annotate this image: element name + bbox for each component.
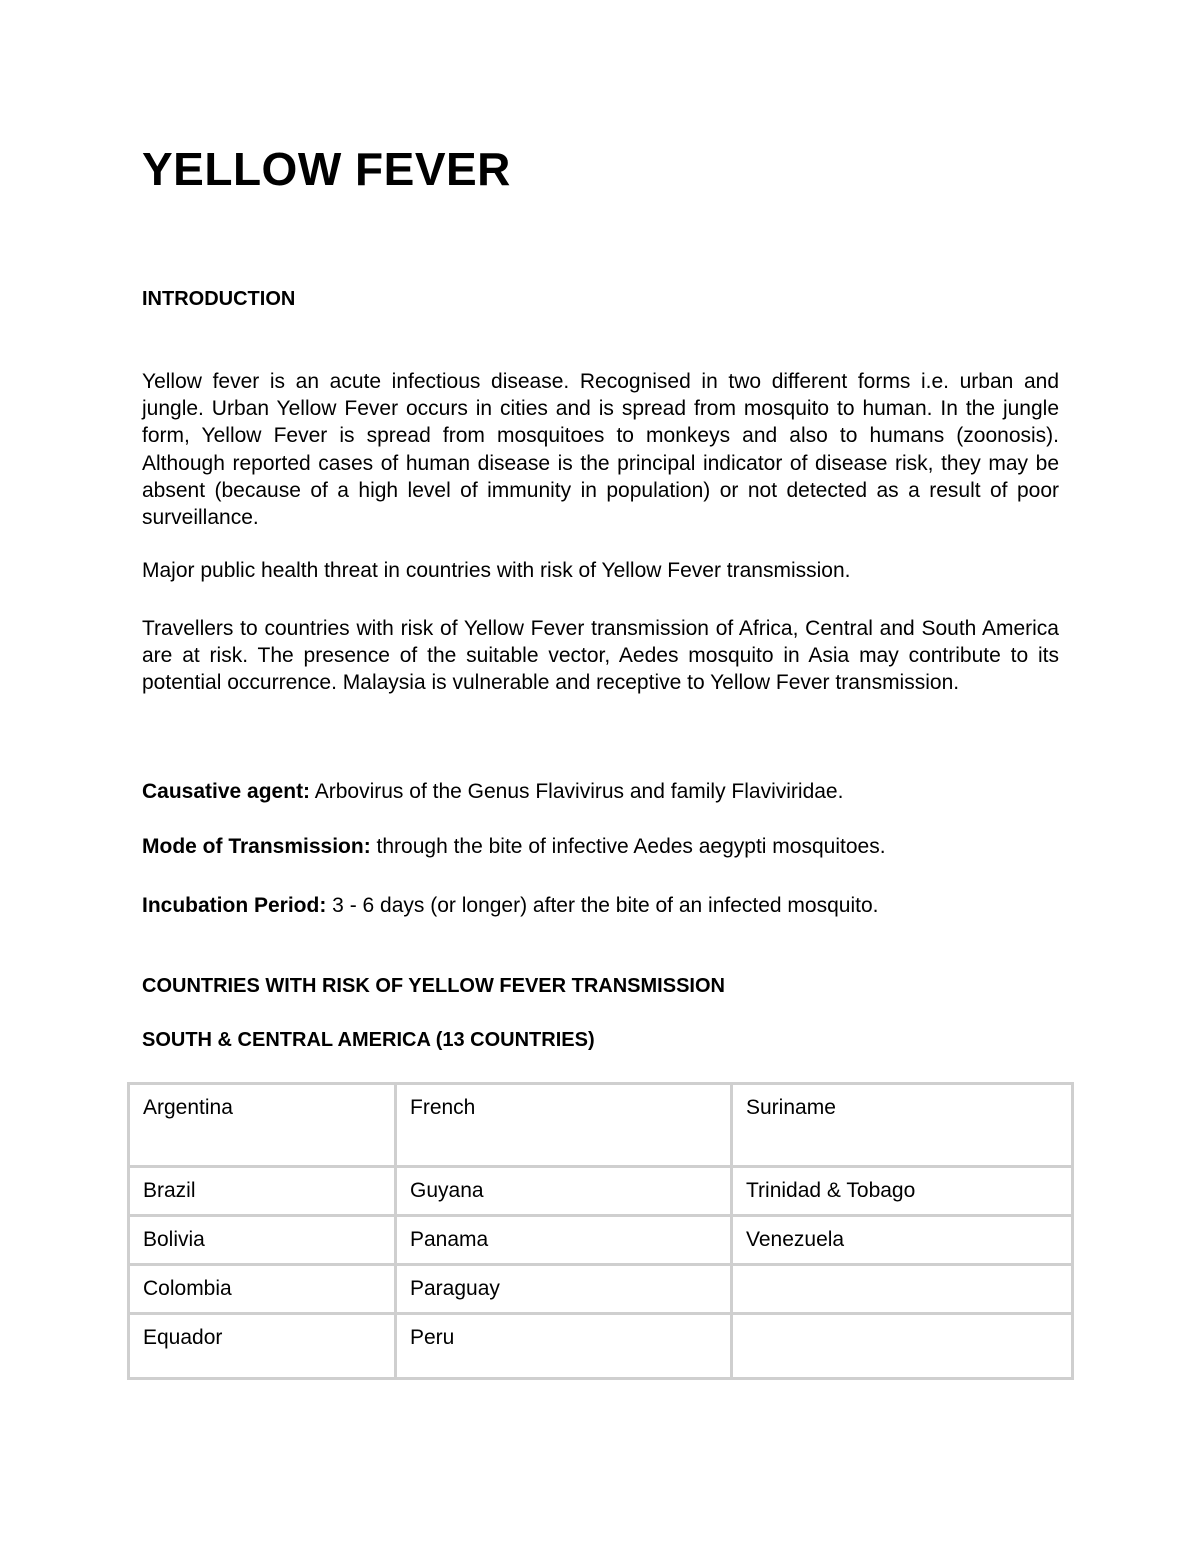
table-cell bbox=[732, 1314, 1073, 1379]
table-cell: Equador bbox=[129, 1314, 396, 1379]
table-cell: French bbox=[396, 1084, 732, 1167]
table-row bbox=[129, 1167, 1073, 1216]
fact-label: Mode of Transmission: bbox=[142, 835, 371, 858]
table-cell: Argentina bbox=[129, 1084, 396, 1167]
fact-text: through the bite of infective Aedes aegypti mosquitoes. bbox=[370, 835, 886, 858]
fact-causative-agent bbox=[142, 778, 843, 805]
table-cell: Peru bbox=[396, 1314, 732, 1379]
table-cell: Colombia bbox=[129, 1265, 396, 1314]
region-heading: SOUTH & CENTRAL AMERICA (13 COUNTRIES) bbox=[142, 1029, 595, 1051]
intro-paragraph-2: Major public health threat in countries with risk of Yellow Fever transmission. bbox=[142, 559, 851, 582]
table-row bbox=[129, 1216, 1073, 1265]
introduction-heading: INTRODUCTION bbox=[142, 288, 296, 310]
table-cell: Venezuela bbox=[732, 1216, 1073, 1265]
table-row bbox=[129, 1084, 1073, 1167]
table-cell: Brazil bbox=[129, 1167, 396, 1216]
table-row bbox=[129, 1314, 1073, 1379]
document-title: YELLOW FEVER bbox=[142, 143, 511, 195]
table-row bbox=[129, 1265, 1073, 1314]
fact-label: Causative agent: bbox=[142, 780, 311, 803]
fact-mode-of-transmission bbox=[142, 833, 886, 860]
table-cell: Trinidad & Tobago bbox=[732, 1167, 1073, 1216]
table-cell: Bolivia bbox=[129, 1216, 396, 1265]
countries-heading: COUNTRIES WITH RISK OF YELLOW FEVER TRANSMISSION bbox=[142, 975, 725, 997]
countries-table bbox=[127, 1082, 1074, 1380]
table-cell bbox=[732, 1265, 1073, 1314]
fact-incubation-period bbox=[142, 892, 878, 919]
intro-paragraph-3: Travellers to countries with risk of Yellow Fever transmission of Africa, Central and South America are at risk. The presence of the suitable vector, Aedes mosquito in Asia may contribute to its potential occurrence. Malaysia is vulnerable and receptive to Yellow Fever transmission. bbox=[142, 617, 1059, 695]
fact-text: 3 - 6 days (or longer) after the bite of an infected mosquito. bbox=[326, 894, 879, 917]
intro-paragraph-1: Yellow fever is an acute infectious disease. Recognised in two different forms i.e. urban and jungle. Urban Yellow Fever occurs in cities and is spread from mosquito to human. In the jungle form, Yellow Fever is spread from mosquitoes to monkeys and also to humans (zoonosis). Although reported cases of human disease is the principal indicator of disease risk, they may be absent (because of a high level of immunity in population) or not detected as a result of poor surveillance. bbox=[142, 370, 1059, 530]
fact-label: Incubation Period: bbox=[142, 894, 327, 917]
fact-text: Arbovirus of the Genus Flavivirus and family Flaviviridae. bbox=[310, 780, 844, 803]
table-cell: Paraguay bbox=[396, 1265, 732, 1314]
table-cell: Panama bbox=[396, 1216, 732, 1265]
table-cell: Guyana bbox=[396, 1167, 732, 1216]
table-cell: Suriname bbox=[732, 1084, 1073, 1167]
